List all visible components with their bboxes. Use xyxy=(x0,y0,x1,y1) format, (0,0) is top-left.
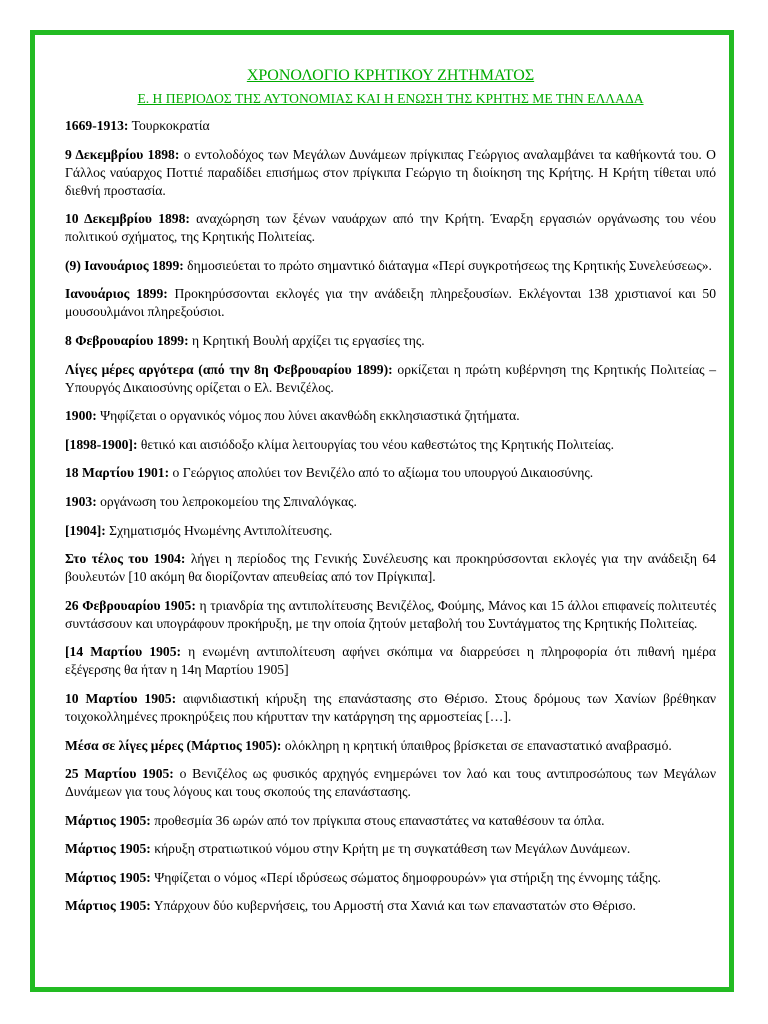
entry-date: [14 Μαρτίου 1905: xyxy=(65,644,182,660)
entry-date: (9) Ιανουάριος 1899: xyxy=(65,257,184,273)
chronology-entry xyxy=(65,210,716,246)
document-subtitle: Ε. Η ΠΕΡΙΟΔΟΣ ΤΗΣ ΑΥΤΟΝΟΜΙΑΣ ΚΑΙ Η ΕΝΩΣΗ ΤΗΣ ΚΡΗΤΗΣ ΜΕ ΤΗΝ ΕΛΛΑΔΑ xyxy=(137,91,644,106)
entry-text: Ψηφίζεται ο νόμος «Περί ιδρύσεως σώματος δημοφρουρών» για στήριξη της έννομης τάξης. xyxy=(150,869,661,885)
chronology-entry xyxy=(65,436,716,454)
chronology-entry xyxy=(65,812,716,830)
entry-date: 18 Μαρτίου 1901: xyxy=(65,465,170,481)
chronology-entry xyxy=(65,597,716,633)
document-title: ΧΡΟΝΟΛΟΓΙΟ ΚΡΗΤΙΚΟΥ ΖΗΤΗΜΑΤΟΣ xyxy=(246,67,535,84)
entry-text: Προκηρύσσονται εκλογές για την ανάδειξη πληρεξουσίων. Εκλέγονται 138 χριστιανοί και 50 μουσουλμάνοι πληρεξούσιοι. xyxy=(65,286,716,320)
chronology-entry xyxy=(65,285,716,321)
chronology-entry xyxy=(65,464,716,482)
entry-date: Μάρτιος 1905: xyxy=(65,898,151,914)
entry-text: Σχηματισμός Ηνωμένης Αντιπολίτευσης. xyxy=(105,522,333,538)
chronology-entry xyxy=(65,840,716,858)
entry-text: προθεσμία 36 ωρών από τον πρίγκιπα στους επαναστάτες να καταθέσουν τα όπλα. xyxy=(150,812,605,828)
entry-date: [1904]: xyxy=(65,522,106,538)
chronology-entry xyxy=(65,690,716,726)
document-body xyxy=(65,66,716,926)
entry-text: δημοσιεύεται το πρώτο σημαντικό διάταγμα «Περί συγκροτήσεως της Κρητικής Συνελεύσεως». xyxy=(183,257,712,273)
chronology-entry xyxy=(65,550,716,586)
entry-date: Μάρτιος 1905: xyxy=(65,869,151,885)
entry-text: η τριανδρία της αντιπολίτευσης Βενιζέλος, Φούμης, Μάνος και 15 άλλοι επιφανείς πολιτευτές συντάσσουν και υπογράφουν προκήρυξη, με την οποία ζητούν μεταβολή του Συντάγματος της Κρητικής Πολιτείας. xyxy=(65,597,716,631)
entry-date: [1898-1900]: xyxy=(65,436,138,452)
entry-text: αναχώρηση των ξένων ναυάρχων από την Κρήτη. Έναρξη εργασιών οργάνωσης του νέου πολιτικού σχήματος, της Κρητικής Πολιτείας. xyxy=(65,211,716,245)
chronology-entry xyxy=(65,146,716,200)
chronology-entry xyxy=(65,361,716,397)
page-frame xyxy=(30,30,734,992)
entry-text: οργάνωση του λεπροκομείου της Σπιναλόγκας. xyxy=(96,493,357,509)
entry-text: η Κρητική Βουλή αρχίζει τις εργασίες της. xyxy=(188,332,425,348)
entry-date: Στο τέλος του 1904: xyxy=(65,551,186,567)
entry-text: ολόκληρη η κρητική ύπαιθρος βρίσκεται σε επαναστατικό αναβρασμό. xyxy=(281,737,672,753)
entry-text: Τουρκοκρατία xyxy=(128,118,210,133)
chronology-entry xyxy=(65,117,716,135)
entry-text: ο Γεώργιος απολύει τον Βενιζέλο από το αξίωμα του υπουργού Δικαιοσύνης. xyxy=(169,465,594,481)
entry-date: 9 Δεκεμβρίου 1898: xyxy=(65,146,180,162)
entry-date: 26 Φεβρουαρίου 1905: xyxy=(65,597,196,613)
entry-date: 10 Μαρτίου 1905: xyxy=(65,690,177,706)
entry-text: αιφνιδιαστική κήρυξη της επανάστασης στο Θέρισο. Στους δρόμους των Χανίων βρέθηκαν τοιχοκολλημένες προκηρύξεις που κήρυτταν την κατάργηση της αρμοστείας […]. xyxy=(65,690,716,724)
entry-date: Μάρτιος 1905: xyxy=(65,812,151,828)
entry-text: λήγει η περίοδος της Γενικής Συνέλευσης και προκηρύσσονται εκλογές για την ανάδειξη 64 βουλευτών [10 ακόμη θα διορίζονταν απευθείας από τον Πρίγκιπα]. xyxy=(65,551,716,585)
entry-date: Μάρτιος 1905: xyxy=(65,841,151,857)
chronology-entry xyxy=(65,332,716,350)
entry-date: 25 Μαρτίου 1905: xyxy=(65,766,174,782)
chronology-entry xyxy=(65,869,716,887)
chronology-entry xyxy=(65,765,716,801)
entry-date: Ιανουάριος 1899: xyxy=(65,286,168,302)
entry-date: 1669-1913: xyxy=(65,118,129,133)
entry-date: Μέσα σε λίγες μέρες (Μάρτιος 1905): xyxy=(65,737,282,753)
entry-date: Λίγες μέρες αργότερα (από την 8η Φεβρουαρίου 1899): xyxy=(65,361,393,377)
entry-date: 10 Δεκεμβρίου 1898: xyxy=(65,211,190,227)
chronology-entry xyxy=(65,897,716,915)
entry-text: θετικό και αισιόδοξο κλίμα λειτουργίας του νέου καθεστώτος της Κρητικής Πολιτείας. xyxy=(137,436,614,452)
entry-date: 8 Φεβρουαρίου 1899: xyxy=(65,332,189,348)
entry-text: ο εντολοδόχος των Μεγάλων Δυνάμεων πρίγκιπας Γεώργιος αναλαμβάνει τα καθήκοντά του. Ο Γάλλος ναύαρχος Ποττιέ παραδίδει επισήμως στον πρίγκιπα Γεώργιο τη διοίκηση της Κρήτης. Η Κρήτη τίθεται υπό διεθνή προστασία. xyxy=(65,146,716,198)
chronology-entry xyxy=(65,407,716,425)
chronology-entry xyxy=(65,257,716,275)
chronology-entry xyxy=(65,493,716,511)
chronology-entry xyxy=(65,737,716,755)
chronology-entry xyxy=(65,643,716,679)
entry-date: 1903: xyxy=(65,493,97,509)
chronology-entry xyxy=(65,522,716,540)
entry-text: η ενωμένη αντιπολίτευση αφήνει σκόπιμα να διαρρεύσει η πληροφορία ότι πιθανή ημέρα εξέγερσης θα ήταν η 14η Μαρτίου 1905] xyxy=(65,644,716,678)
entry-text: Ψηφίζεται ο οργανικός νόμος που λύνει ακανθώδη εκκλησιαστικά ζητήματα. xyxy=(96,408,520,424)
entry-text: ο Βενιζέλος ως φυσικός αρχηγός ενημερώνει τον λαό και τους αντιπροσώπους των Μεγάλων Δυνάμεων για τους λόγους και τους σκοπούς της επανάστασης. xyxy=(65,766,716,800)
entry-text: ορκίζεται η πρώτη κυβέρνηση της Κρητικής Πολιτείας – Υπουργός Δικαιοσύνης ορίζεται ο Ελ. Βενιζέλος. xyxy=(65,361,717,395)
entry-text: κήρυξη στρατιωτικού νόμου στην Κρήτη με τη συγκατάθεση των Μεγάλων Δυνάμεων. xyxy=(150,841,631,857)
entry-date: 1900: xyxy=(65,408,97,424)
entry-text: Υπάρχουν δύο κυβερνήσεις, του Αρμοστή στα Χανιά και των επαναστατών στο Θέρισο. xyxy=(150,898,636,914)
